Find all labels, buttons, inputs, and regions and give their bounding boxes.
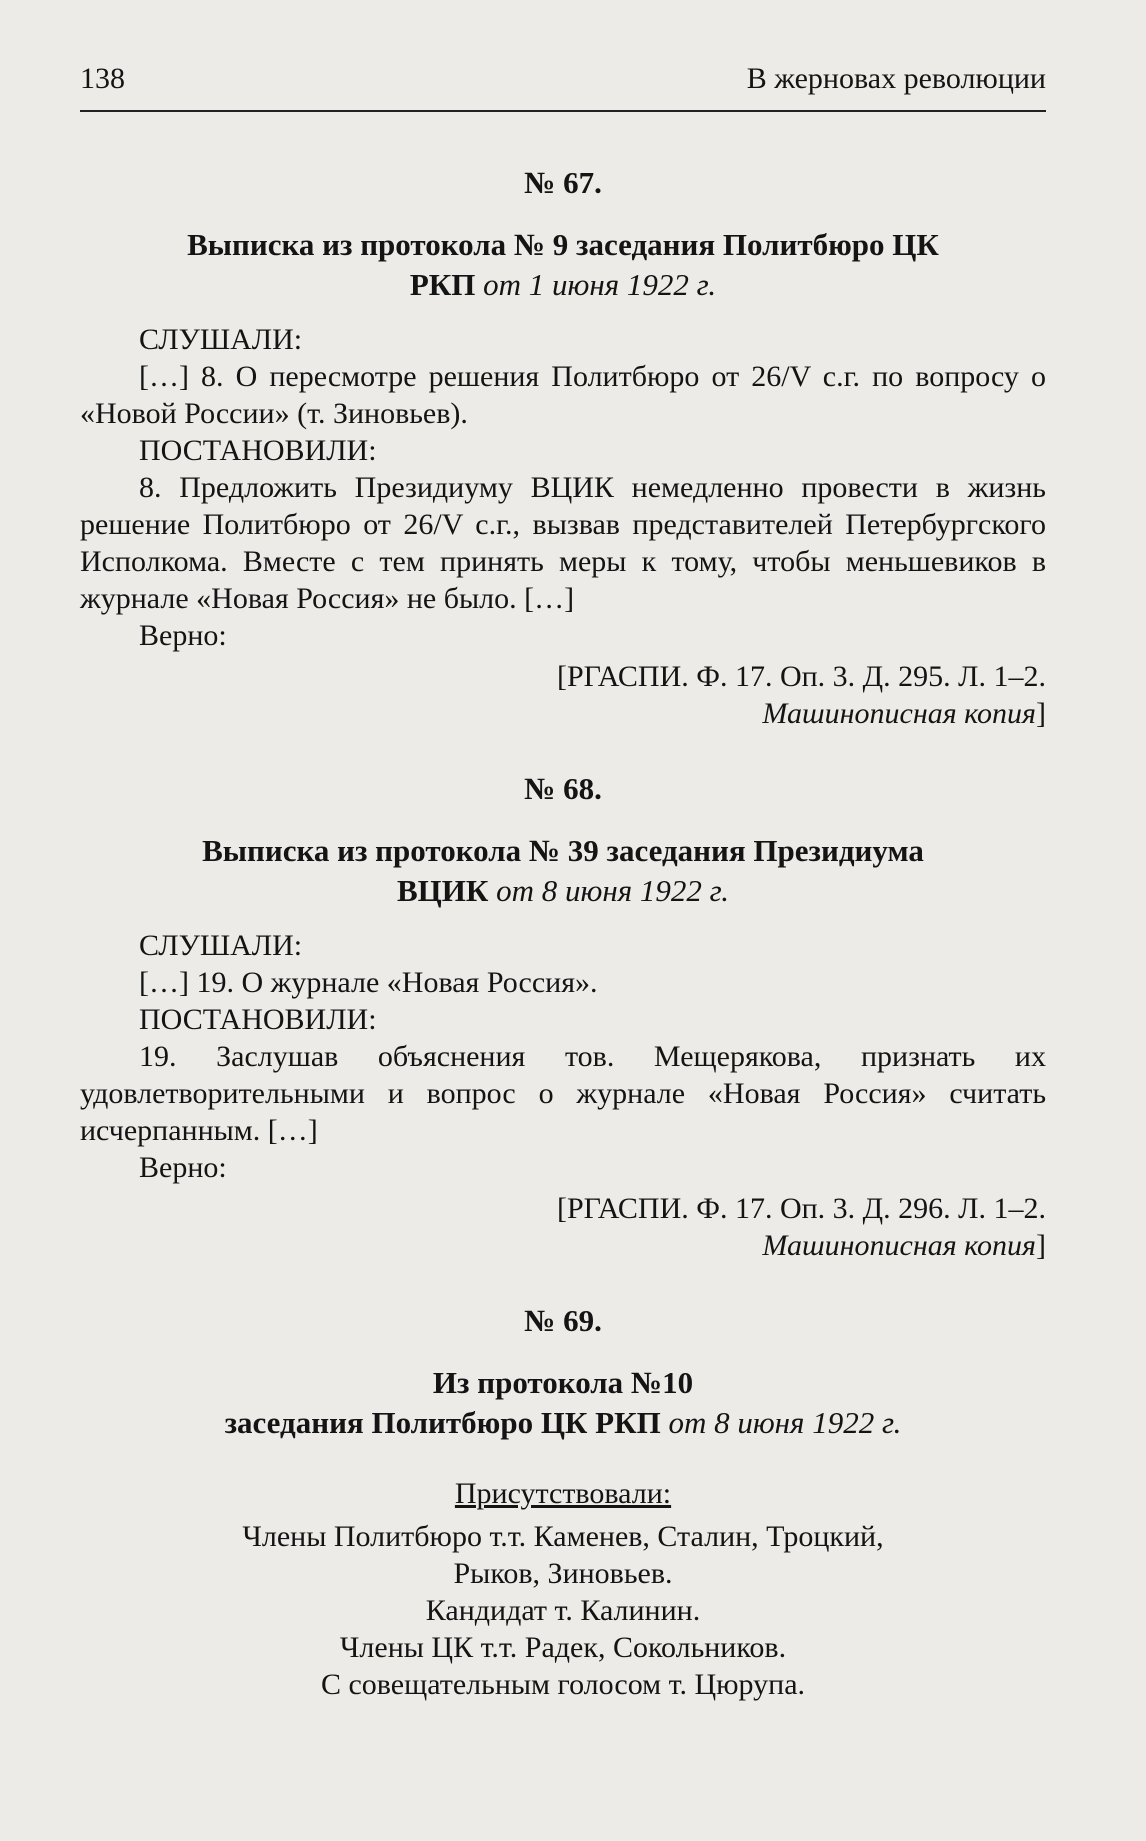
document-date: от 8 июня 1922 г.: [668, 1405, 902, 1440]
present-label: Присутствовали:: [454, 1477, 672, 1510]
archive-source-type: [80, 1227, 1046, 1264]
document-title: [80, 1363, 1046, 1443]
present-line: С совещательным голосом т. Цюрупа.: [320, 1668, 806, 1701]
resolved-text: 19. Заслушав объяснения тов. Мещерякова, признать их удовлетворительными и вопрос о журнале «Новая Россия» считать исчерпанным. […]: [80, 1040, 1046, 1147]
document-title: [80, 225, 1046, 305]
verno-label: Верно:: [139, 619, 227, 652]
document-number: № 68.: [524, 771, 602, 806]
resolved-label: ПОСТАНОВИЛИ:: [139, 434, 377, 467]
document-69: [80, 1302, 1046, 1703]
source-bracket: ]: [1036, 697, 1046, 730]
heard-label: СЛУШАЛИ:: [139, 323, 303, 356]
resolved-text: 8. Предложить Президиуму ВЦИК немедленно провести в жизнь решение Политбюро от 26/V с.г., вызвав представителей Петербургского Исполкома. Вместе с тем принять меры к тому, чтобы меньшевиков в журнале «Новая Россия» не было. […]: [80, 471, 1046, 615]
verno-label: Верно:: [139, 1151, 227, 1184]
document-68: [80, 770, 1046, 1264]
page-header: [80, 62, 1046, 112]
page-content: [80, 164, 1046, 1703]
document-title: [80, 831, 1046, 911]
document-title-line2: [80, 871, 1046, 911]
document-title-bold: ВЦИК: [396, 873, 489, 908]
document-title-line2: [80, 1403, 1046, 1443]
copy-type: Машинописная копия: [762, 697, 1036, 730]
present-line: Члены ЦК т.т. Радек, Сокольников.: [339, 1631, 787, 1664]
archive-source: [РГАСПИ. Ф. 17. Оп. 3. Д. 295. Л. 1–2.: [557, 660, 1046, 693]
document-number: № 69.: [524, 1303, 602, 1338]
heard-text: […] 8. О пересмотре решения Политбюро от 26/V с.г. по вопросу о «Новой России» (т. Зиновьев).: [80, 360, 1046, 430]
present-line: Кандидат т. Калинин.: [425, 1594, 701, 1627]
document-67: [80, 164, 1046, 732]
present-line: Рыков, Зиновьев.: [453, 1557, 673, 1590]
resolved-label: ПОСТАНОВИЛИ:: [139, 1003, 377, 1036]
document-number: № 67.: [524, 165, 602, 200]
archive-source-type: [80, 695, 1046, 732]
heard-label: СЛУШАЛИ:: [139, 929, 303, 962]
document-title-line2: [80, 265, 1046, 305]
page-number: 138: [80, 62, 125, 95]
document-title-line1: Выписка из протокола № 39 заседания Президиума: [202, 833, 924, 868]
copy-type: Машинописная копия: [762, 1229, 1036, 1262]
document-gap: [80, 1264, 1046, 1302]
document-title-line1: Из протокола №10: [432, 1365, 694, 1400]
document-gap: [80, 732, 1046, 770]
heard-text: […] 19. О журнале «Новая Россия».: [139, 966, 598, 999]
document-date: от 1 июня 1922 г.: [483, 267, 717, 302]
document-title-bold: заседания Политбюро ЦК РКП: [224, 1405, 661, 1440]
archive-source: [РГАСПИ. Ф. 17. Оп. 3. Д. 296. Л. 1–2.: [557, 1192, 1046, 1225]
source-bracket: ]: [1036, 1229, 1046, 1262]
running-title: В жерновах революции: [746, 62, 1046, 95]
present-line: Члены Политбюро т.т. Каменев, Сталин, Троцкий,: [242, 1520, 884, 1553]
document-date: от 8 июня 1922 г.: [496, 873, 730, 908]
document-title-line1: Выписка из протокола № 9 заседания Политбюро ЦК: [187, 227, 939, 262]
document-title-bold: РКП: [409, 267, 476, 302]
